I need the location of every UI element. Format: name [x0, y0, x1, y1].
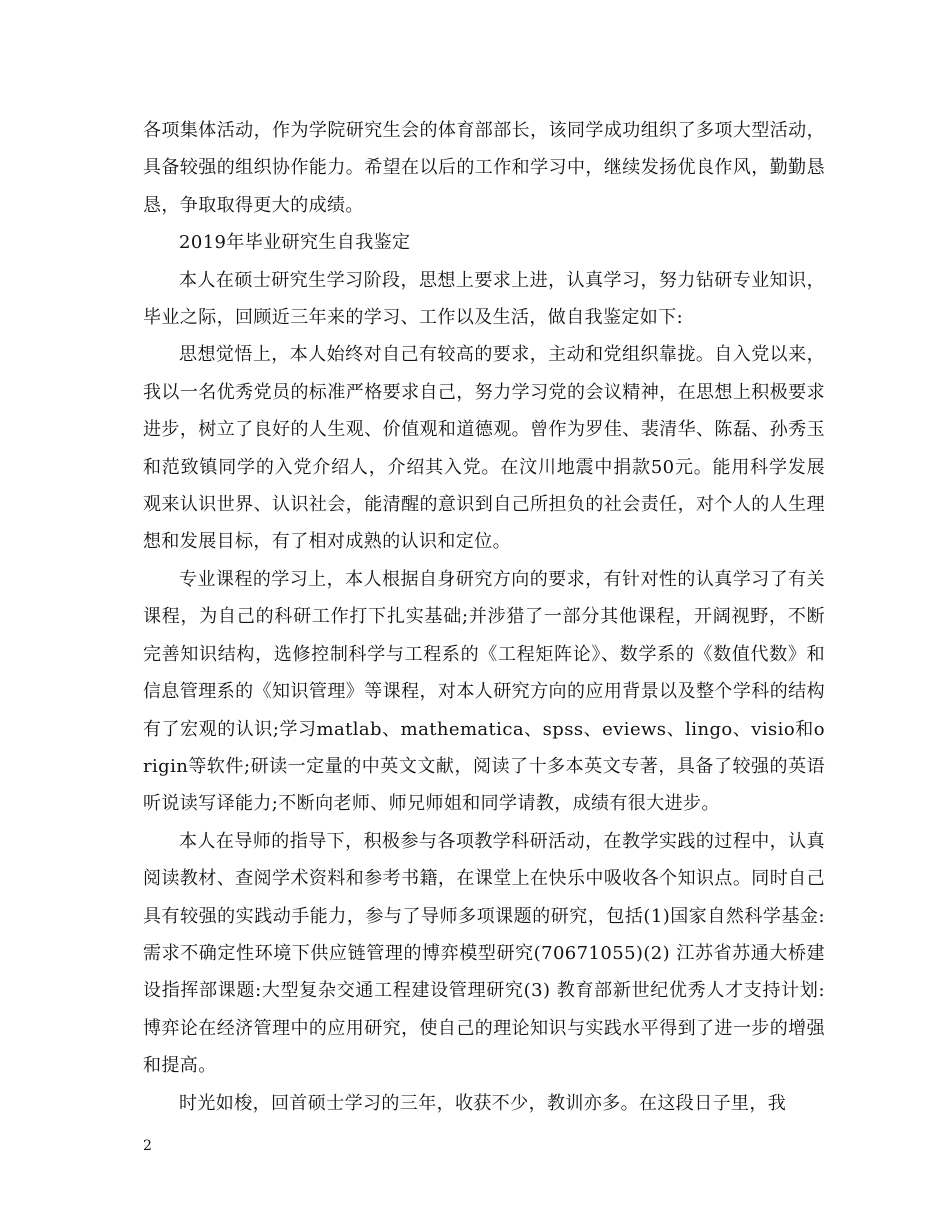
- document-body: [143, 112, 825, 1122]
- page-number: 2: [143, 1138, 152, 1154]
- paragraph-ideology: 思想觉悟上，本人始终对自己有较高的要求，主动和党组织靠拢。自入党以来，我以一名优秀党员的标准严格要求自己，努力学习党的会议精神，在思想上积极要求进步，树立了良好的人生观、价值观和道德观。曾作为罗佳、裴清华、陈磊、孙秀玉和范致镇同学的入党介绍人，介绍其入党。在汶川地震中捐款50元。能用科学发展观来认识世界、认识社会，能清醒的意识到自己所担负的社会责任，对个人的人生理想和发展目标，有了相对成熟的认识和定位。: [143, 344, 825, 553]
- paragraph-continuation: 各项集体活动，作为学院研究生会的体育部部长，该同学成功组织了多项大型活动，具备较强的组织协作能力。希望在以后的工作和学习中，继续发扬优良作风，勤勤恳恳，争取取得更大的成绩。: [143, 120, 825, 216]
- section-heading: 2019年毕业研究生自我鉴定: [179, 232, 411, 254]
- paragraph-reflection: 时光如梭，回首硕士学习的三年，收获不少，教训亦多。在这段日子里，我: [179, 1092, 787, 1114]
- paragraph-research: 本人在导师的指导下，积极参与各项教学科研活动，在教学实践的过程中，认真阅读教材、查阅学术资料和参考书籍，在课堂上在快乐中吸收各个知识点。同时自己具有较强的实践动手能力，参与了导师多项课题的研究，包括(1)国家自然科学基金:需求不确定性环境下供应链管理的博弈模型研究(70671055)(2) 江苏省苏通大桥建设指挥部课题:大型复杂交通工程建设管理研究(3) 教育部新世纪优秀人才支持计划:博弈论在经济管理中的应用研究，使自己的理论知识与实践水平得到了进一步的增强和提高。: [143, 830, 825, 1077]
- paragraph-intro: 本人在硕士研究生学习阶段，思想上要求上进，认真学习，努力钻研专业知识，毕业之际，回顾近三年来的学习、工作以及生活，做自我鉴定如下:: [143, 269, 825, 329]
- paragraph-coursework: 专业课程的学习上，本人根据自身研究方向的要求，有针对性的认真学习了有关课程，为自己的科研工作打下扎实基础;并涉猎了一部分其他课程，开阔视野，不断完善知识结构，选修控制科学与工程系的《工程矩阵论》、数学系的《数值代数》和信息管理系的《知识管理》等课程，对本人研究方向的应用背景以及整个学科的结构有了宏观的认识;学习matlab、mathematica、spss、eviews、lingo、visio和origin等软件;研读一定量的中英文文献，阅读了十多本英文专著，具备了较强的英语听说读写译能力;不断向老师、师兄师姐和同学请教，成绩有很大进步。: [143, 568, 825, 815]
